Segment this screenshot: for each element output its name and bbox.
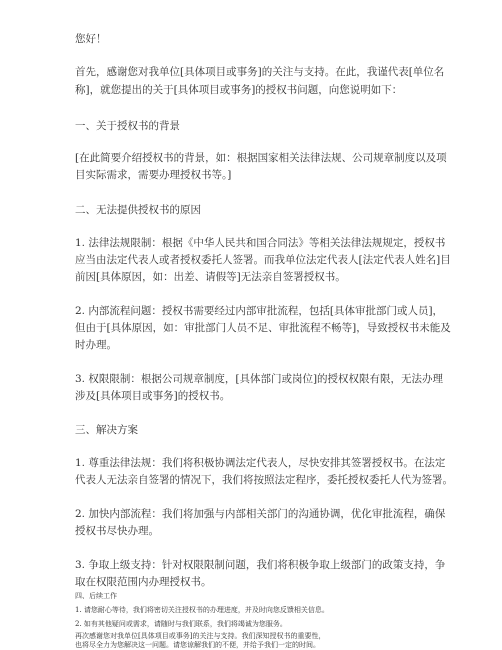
item2-1-line-3: 前因[具体原因，如：出差、请假等]无法亲自签署授权书。 bbox=[75, 271, 346, 283]
item3-3-line-1: 3. 争取上级支持：针对权限限制问题，我们将积极争取上级部门的政策支持，争 bbox=[75, 559, 446, 571]
item3-2-line-1: 2. 加快内部流程：我们将加强与内部相关部门的沟通协调，优化审批流程，确保 bbox=[75, 508, 446, 520]
item4-1-line-1: 1. 请您耐心等待，我们将密切关注授权书的办理进度，并及时向您反馈相关信息。 bbox=[75, 606, 329, 614]
closing-line-1: 再次感谢您对我单位[具体项目或事务]的关注与支持。我们深知授权书的重要性， bbox=[75, 632, 326, 640]
item3-1-line-1: 1. 尊重法律法规：我们将积极协调法定代表人，尽快安排其签署授权书。在法定 bbox=[75, 457, 446, 469]
section1-title: 一、关于授权书的背景 bbox=[75, 120, 180, 132]
closing-line-2: 也将尽全力为您解决这一问题。请您谅解我们的不便，并给予我们一定的时间。 bbox=[75, 641, 320, 649]
item2-1-line-2: 应当由法定代表人或者授权委托人签署。而我单位法定代表人[法定代表人姓名]目 bbox=[75, 254, 451, 266]
item2-1-line-1: 1. 法律法规限制：根据《中华人民共和国合同法》等相关法律法规规定，授权书 bbox=[75, 237, 446, 249]
section2-title: 二、无法提供授权书的原因 bbox=[75, 204, 201, 216]
item3-2-line-2: 授权书尽快办理。 bbox=[75, 525, 159, 537]
intro-line-1: 首先，感谢您对我单位[具体项目或事务]的关注与支持。在此，我谨代表[单位名 bbox=[75, 66, 445, 78]
item2-3-line-1: 3. 权限限制：根据公司规章制度，[具体部门或岗位]的授权权限有限，无法办理 bbox=[75, 373, 444, 385]
item3-3-line-2: 取在权限范围内办理授权书。 bbox=[75, 576, 212, 588]
item2-2-line-2: 但由于[具体原因，如：审批部门人员不足、审批流程不畅等]，导致授权书未能及 bbox=[75, 322, 451, 334]
intro-line-2: 称]，就您提出的关于[具体项目或事务]的授权书问题，向您说明如下： bbox=[75, 84, 403, 96]
section3-title: 三、解决方案 bbox=[75, 424, 138, 436]
item2-3-line-2: 涉及[具体项目或事务]的授权书。 bbox=[75, 390, 231, 402]
section1-body-line-2: 目实际需求，需要办理授权书等。] bbox=[75, 169, 232, 181]
greeting: 您好！ bbox=[75, 33, 107, 45]
section1-body-line-1: [在此简要介绍授权书的背景，如：根据国家相关法律法规、公司规章制度以及项 bbox=[75, 152, 447, 164]
item3-1-line-2: 代表人无法亲自签署的情况下，我们将按照法定程序，委托授权委托人代为签署。 bbox=[75, 474, 453, 486]
section4-title: 四、后续工作 bbox=[75, 592, 117, 600]
item2-2-line-1: 2. 内部流程问题：授权书需要经过内部审批流程，包括[具体审批部门或人员]， bbox=[75, 305, 444, 317]
item2-2-line-3: 时办理。 bbox=[75, 339, 117, 351]
item4-2-line-1: 2. 如有其他疑问或需求，请随时与我们联系，我们将竭诚为您服务。 bbox=[75, 620, 287, 628]
